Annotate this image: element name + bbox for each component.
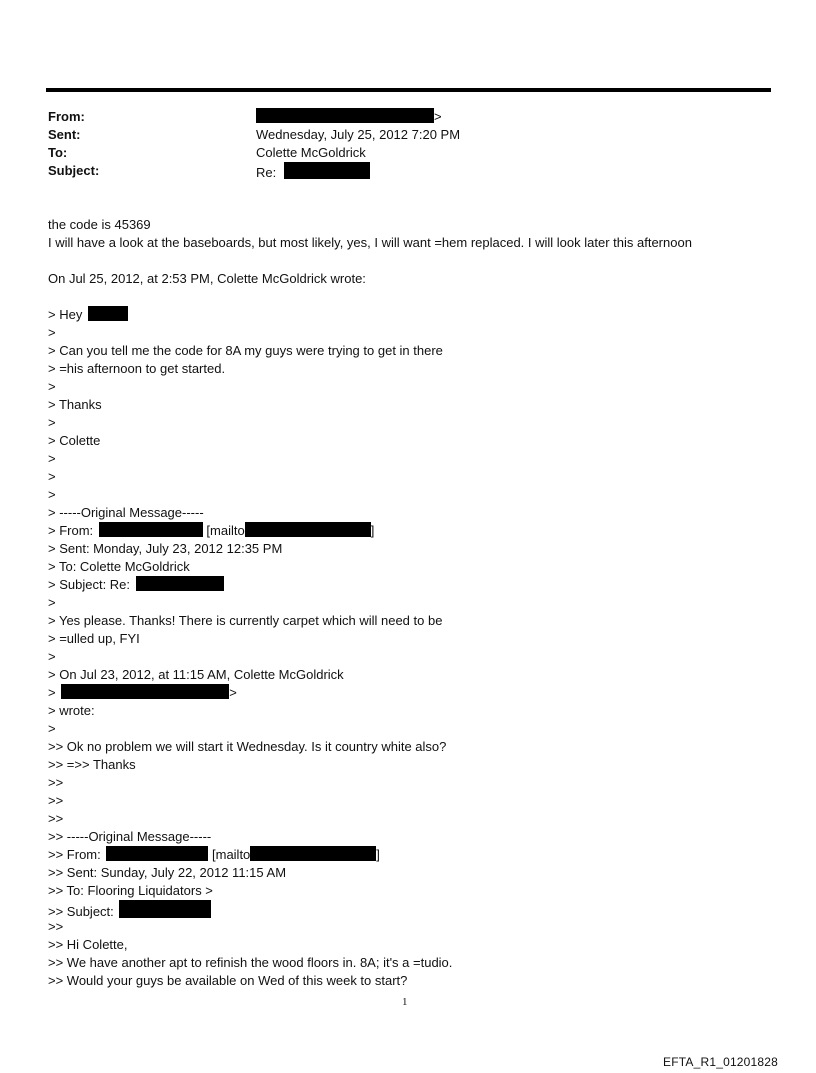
quoted-text: ] (376, 847, 380, 862)
quoted-line: > (48, 595, 56, 610)
to-value: Colette McGoldrick (256, 145, 366, 160)
quoted-line: > (48, 415, 56, 430)
quoted-line (48, 684, 237, 702)
body-line-code: the code is 45369 (48, 217, 151, 232)
quoted-line: >> (48, 793, 64, 808)
quoted-text: > From: (48, 523, 94, 538)
redaction-block (136, 576, 224, 591)
quoted-line: > Colette (48, 433, 101, 448)
quoted-text: > Subject: Re: (48, 577, 131, 592)
redaction-block (99, 522, 203, 537)
subject-prefix: Re: (256, 165, 277, 180)
redaction-block (284, 162, 370, 179)
redaction-block (119, 900, 211, 918)
reply-intro: On Jul 25, 2012, at 2:53 PM, Colette McGoldrick wrote: (48, 271, 366, 286)
quoted-line: >> -----Original Message----- (48, 829, 212, 844)
from-value (256, 108, 442, 126)
redaction-block (88, 306, 128, 321)
quoted-text: ] (370, 523, 375, 538)
quoted-line: > (48, 325, 56, 340)
quoted-line: > Yes please. Thanks! There is currently carpet which will need to be (48, 613, 443, 628)
redaction-block (245, 522, 371, 537)
to-label: To: (48, 145, 68, 160)
redaction-block (61, 684, 229, 699)
quoted-line: > wrote: (48, 703, 95, 718)
quoted-line: > To: Colette McGoldrick (48, 559, 190, 574)
quoted-line: >> (48, 811, 64, 826)
quoted-line: > (48, 487, 56, 502)
sent-value: Wednesday, July 25, 2012 7:20 PM (256, 127, 461, 142)
quoted-line (48, 900, 211, 921)
page-number: 1 (402, 996, 408, 1008)
subject-label: Subject: (48, 163, 100, 178)
quoted-line: >> Hi Colette, (48, 937, 128, 952)
quoted-line: > -----Original Message----- (48, 505, 204, 520)
quoted-line: > (48, 451, 56, 466)
quoted-line: >> Sent: Sunday, July 22, 2012 11:15 AM (48, 865, 287, 880)
quoted-text: >> From: (48, 847, 101, 862)
quoted-line: >> To: Flooring Liquidators > (48, 883, 213, 898)
redaction-block (106, 846, 208, 861)
from-label: From: (48, 109, 85, 124)
quoted-line: >> =>> Thanks (48, 757, 136, 772)
quoted-line: >> (48, 919, 64, 934)
quoted-line: >> We have another apt to refinish the wood floors in. 8A; it's a =tudio. (48, 955, 453, 970)
quoted-line: > (48, 379, 56, 394)
quoted-line: > On Jul 23, 2012, at 11:15 AM, Colette McGoldrick (48, 667, 344, 682)
quoted-line (48, 306, 128, 324)
from-suffix: > (434, 109, 442, 124)
quoted-line: > (48, 469, 56, 484)
quoted-line: > (48, 649, 56, 664)
quoted-line: > Thanks (48, 397, 102, 412)
quoted-text: > (48, 685, 56, 700)
quoted-text: > Hey (48, 307, 83, 322)
document-id: EFTA_R1_01201828 (663, 1055, 779, 1069)
quoted-line (48, 522, 374, 540)
quoted-line (48, 576, 224, 594)
header-rule (46, 88, 771, 92)
quoted-line: >> Ok no problem we will start it Wednesday. Is it country white also? (48, 739, 447, 754)
quoted-line: >> (48, 775, 64, 790)
quoted-line (48, 846, 380, 864)
redaction-block (256, 108, 434, 123)
body-line-baseboards: I will have a look at the baseboards, but most likely, yes, I will want =hem replaced. I will look later this afternoon (48, 235, 692, 250)
subject-value (256, 162, 370, 182)
quoted-line: > =his afternoon to get started. (48, 361, 226, 376)
quoted-line: > =ulled up, FYI (48, 631, 140, 646)
quoted-line: > Sent: Monday, July 23, 2012 12:35 PM (48, 541, 283, 556)
sent-label: Sent: (48, 127, 81, 142)
quoted-text: >> Subject: (48, 904, 114, 919)
quoted-line: >> Would your guys be available on Wed of this week to start? (48, 973, 408, 988)
redaction-block (250, 846, 376, 861)
quoted-text: [mailto (206, 523, 245, 538)
quoted-text: [mailto (212, 847, 251, 862)
quoted-text: > (229, 685, 237, 700)
quoted-line: > Can you tell me the code for 8A my guys were trying to get in there (48, 343, 443, 358)
quoted-line: > (48, 721, 56, 736)
